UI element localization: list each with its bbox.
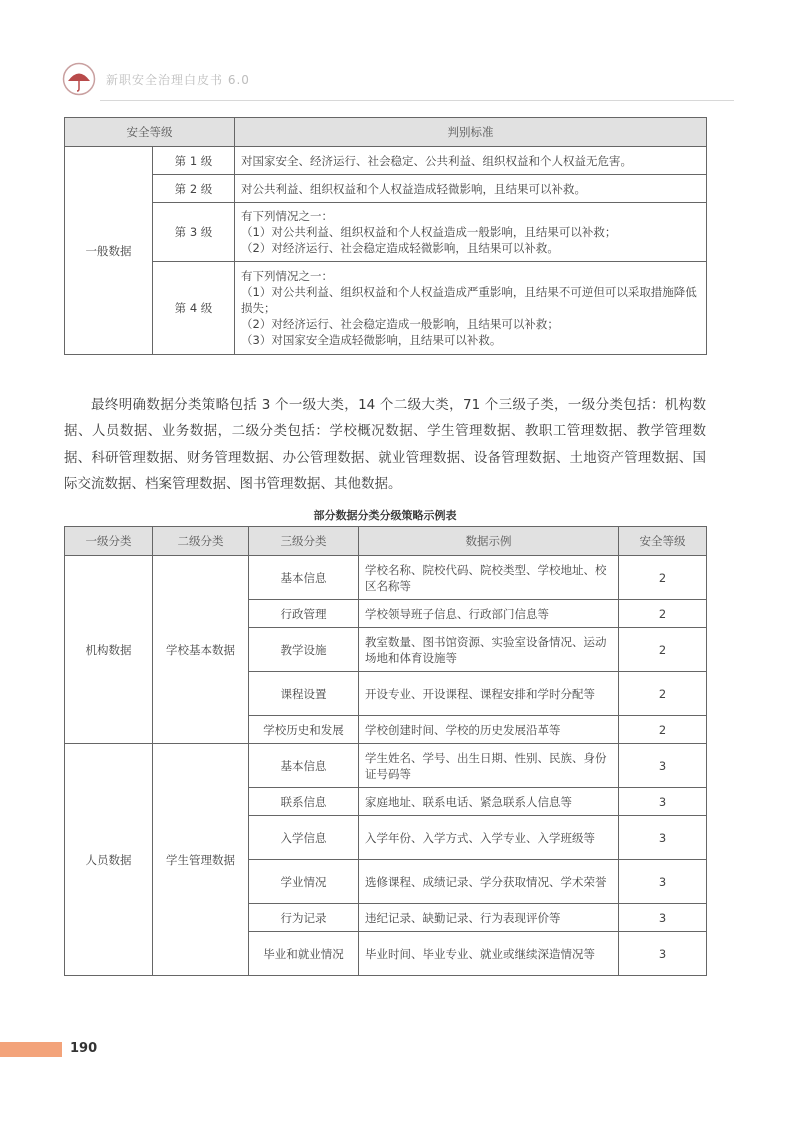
security-cell: 2: [619, 716, 707, 744]
example-cell: 家庭地址、联系电话、紧急联系人信息等: [359, 788, 619, 816]
criteria-cell: 对公共利益、组织权益和个人权益造成轻微影响，且结果可以补救。: [235, 175, 707, 203]
table-row: [65, 744, 707, 788]
level-cell: 第 3 级: [153, 203, 235, 262]
level3-cell: 毕业和就业情况: [249, 932, 359, 976]
level3-cell: 教学设施: [249, 628, 359, 672]
header-cell: 安全等级: [65, 118, 235, 147]
criteria-cell: 有下列情况之一： （1）对公共利益、组织权益和个人权益造成一般影响，且结果可以补救； （2）对经济运行、社会稳定造成轻微影响，且结果可以补救。: [235, 203, 707, 262]
level3-cell: 行政管理: [249, 600, 359, 628]
level-cell: 第 2 级: [153, 175, 235, 203]
security-cell: 3: [619, 816, 707, 860]
header-cell: 二级分类: [153, 527, 249, 556]
header-title: 新职安全治理白皮书 6.0: [106, 73, 250, 87]
security-cell: 2: [619, 600, 707, 628]
security-cell: 2: [619, 672, 707, 716]
level3-cell: 基本信息: [249, 744, 359, 788]
level3-cell: 入学信息: [249, 816, 359, 860]
example-cell: 学校创建时间、学校的历史发展沿革等: [359, 716, 619, 744]
level3-cell: 学业情况: [249, 860, 359, 904]
security-level-table: [64, 117, 707, 355]
criteria-cell: 对国家安全、经济运行、社会稳定、公共利益、组织权益和个人权益无危害。: [235, 147, 707, 175]
level3-cell: 学校历史和发展: [249, 716, 359, 744]
example-cell: 学校名称、院校代码、院校类型、学校地址、校区名称等: [359, 556, 619, 600]
security-cell: 3: [619, 904, 707, 932]
level3-cell: 行为记录: [249, 904, 359, 932]
page-number: 190: [70, 1041, 98, 1056]
body-paragraph: 最终明确数据分类策略包括 3 个一级大类，14 个二级大类，71 个三级子类，一级分类包括：机构数据、人员数据、业务数据，二级分类包括：学校概况数据、学生管理数据、教职工管理数据、教学管理数据、科研管理数据、财务管理数据、办公管理数据、就业管理数据、设备管理数据、土地资产管理数据、国际交流数据、档案管理数据、图书管理数据、其他数据。: [64, 396, 706, 492]
table-caption: 部分数据分类分级策略示例表: [313, 509, 457, 522]
example-cell: 学校领导班子信息、行政部门信息等: [359, 600, 619, 628]
umbrella-logo-icon: [62, 62, 96, 96]
security-cell: 3: [619, 788, 707, 816]
group-cell: 一般数据: [65, 147, 153, 355]
level-cell: 第 4 级: [153, 262, 235, 355]
example-cell: 毕业时间、毕业专业、就业或继续深造情况等: [359, 932, 619, 976]
level3-cell: 基本信息: [249, 556, 359, 600]
page-header: [62, 62, 734, 102]
page-number-bar: [0, 1042, 62, 1057]
header-cell: 判别标准: [235, 118, 707, 147]
header-cell: 三级分类: [249, 527, 359, 556]
table-row: [65, 556, 707, 600]
security-cell: 2: [619, 628, 707, 672]
security-cell: 3: [619, 932, 707, 976]
level1-cell: 人员数据: [65, 744, 153, 976]
level2-cell: 学生管理数据: [153, 744, 249, 976]
security-cell: 2: [619, 556, 707, 600]
level3-cell: 联系信息: [249, 788, 359, 816]
security-cell: 3: [619, 744, 707, 788]
level2-cell: 学校基本数据: [153, 556, 249, 744]
header-cell: 数据示例: [359, 527, 619, 556]
criteria-cell: 有下列情况之一： （1）对公共利益、组织权益和个人权益造成严重影响，且结果不可逆但可以采取措施降低损失； （2）对经济运行、社会稳定造成一般影响，且结果可以补救； （3）对国家安全造成轻微影响，且结果可以补救。: [235, 262, 707, 355]
example-cell: 选修课程、成绩记录、学分获取情况、学术荣誉: [359, 860, 619, 904]
header-divider: [100, 100, 734, 101]
level3-cell: 课程设置: [249, 672, 359, 716]
example-cell: 教室数量、图书馆资源、实验室设备情况、运动场地和体育设施等: [359, 628, 619, 672]
example-cell: 开设专业、开设课程、课程安排和学时分配等: [359, 672, 619, 716]
header-cell: 一级分类: [65, 527, 153, 556]
example-cell: 入学年份、入学方式、入学专业、入学班级等: [359, 816, 619, 860]
security-cell: 3: [619, 860, 707, 904]
header-cell: 安全等级: [619, 527, 707, 556]
example-cell: 违纪记录、缺勤记录、行为表现评价等: [359, 904, 619, 932]
level1-cell: 机构数据: [65, 556, 153, 744]
level-cell: 第 1 级: [153, 147, 235, 175]
example-cell: 学生姓名、学号、出生日期、性别、民族、身份证号码等: [359, 744, 619, 788]
classification-example-table: [64, 526, 707, 976]
